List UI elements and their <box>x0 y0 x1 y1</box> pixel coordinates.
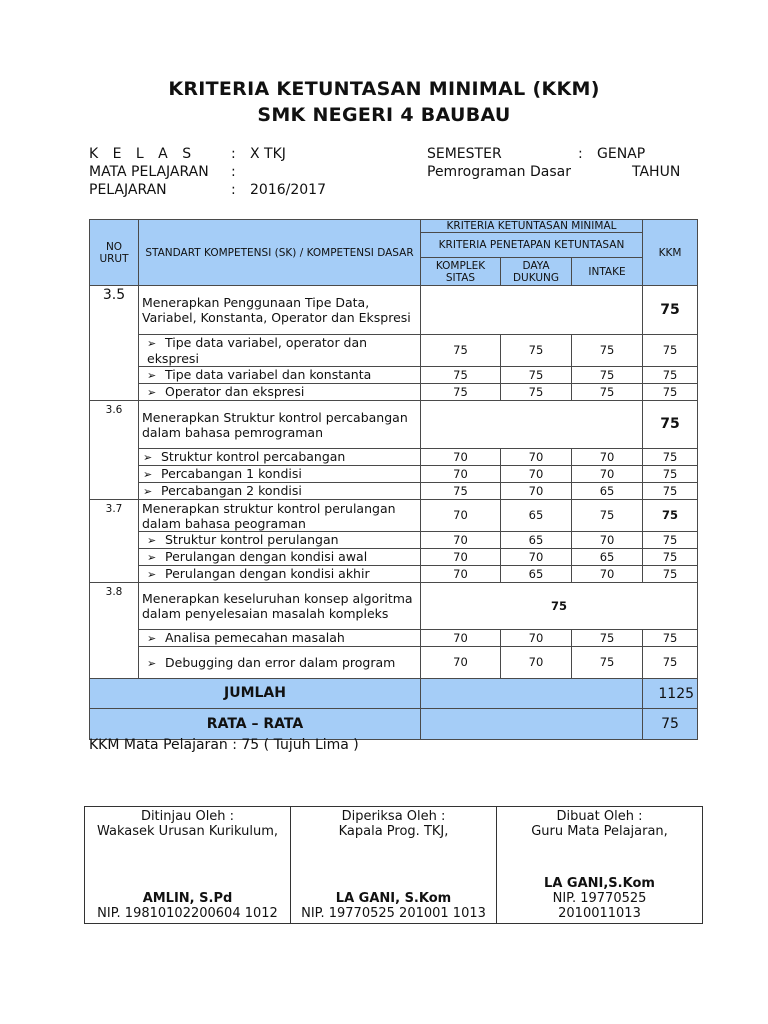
header-kkm: KKM <box>643 220 698 286</box>
header-kriteria: KRITERIA KETUNTASAN MINIMAL <box>421 220 643 233</box>
kd-text: Struktur kontrol perulangan <box>165 532 339 547</box>
kd-text: Percabangan 1 kondisi <box>161 466 302 481</box>
kkm-mata-pelajaran: KKM Mata Pelajaran : 75 ( Tujuh Lima ) <box>89 737 359 753</box>
kd-text: Tipe data variabel dan konstanta <box>165 367 372 382</box>
section-number: 3.6 <box>90 401 139 500</box>
signature-position: Guru Mata Pelajaran, <box>531 824 668 839</box>
komplek-value: 75 <box>421 483 501 500</box>
jumlah-empty <box>421 679 643 709</box>
mapel-label: MATA PELAJARAN <box>89 164 209 180</box>
tahun-word: TAHUN <box>632 164 681 180</box>
section-number: 3.8 <box>90 583 139 679</box>
kkm-value: 75 <box>643 483 698 500</box>
kkm-value: 75 <box>643 466 698 483</box>
header-komplek-sitas: KOMPLEK SITAS <box>421 258 501 286</box>
bullet-arrow-icon: ➢ <box>147 534 157 547</box>
kkm-value: 75 <box>643 367 698 384</box>
intake-value: 75 <box>572 367 643 384</box>
signature-role: Diperiksa Oleh : <box>341 809 446 824</box>
daya-value: 65 <box>501 500 572 532</box>
bullet-arrow-icon: ➢ <box>143 451 153 464</box>
daya-value: 65 <box>501 566 572 583</box>
intake-value: 75 <box>572 335 643 367</box>
signature-nip: NIP. 19770525 2010011013 <box>552 891 647 921</box>
kd-text: Tipe data variabel, operator dan ekspresi <box>147 335 368 366</box>
komplek-value: 70 <box>421 532 501 549</box>
kelas-value: X TKJ <box>250 146 286 162</box>
kd-text: Operator dan ekspresi <box>165 384 305 399</box>
kd-text: Analisa pemecahan masalah <box>165 630 345 645</box>
section-number: 3.5 <box>90 286 139 401</box>
signature-table <box>84 806 703 924</box>
intake-value: 70 <box>572 466 643 483</box>
intake-value: 75 <box>572 500 643 532</box>
kd-text: Perulangan dengan kondisi akhir <box>165 566 370 581</box>
kkm-value: 75 <box>643 549 698 566</box>
kelas-colon: : <box>231 146 236 162</box>
komplek-value: 70 <box>421 647 501 679</box>
komplek-value: 75 <box>421 335 501 367</box>
kd-text: Struktur kontrol percabangan <box>161 449 346 464</box>
daya-value: 75 <box>501 384 572 401</box>
signature-name: LA GANI,S.Kom <box>544 876 655 891</box>
kkm-table <box>89 219 698 740</box>
kkm-value: 75 <box>643 449 698 466</box>
empty-cell <box>421 286 643 335</box>
komplek-value: 70 <box>421 630 501 647</box>
jumlah-value: 1125 <box>643 679 698 709</box>
rata-label: RATA – RATA <box>90 709 421 740</box>
daya-value: 70 <box>501 647 572 679</box>
daya-value: 75 <box>501 367 572 384</box>
intake-value: 70 <box>572 449 643 466</box>
bullet-arrow-icon: ➢ <box>143 485 153 498</box>
signature-position: Wakasek Urusan Kurikulum, <box>97 824 278 839</box>
jumlah-label: JUMLAH <box>90 679 421 709</box>
daya-value: 70 <box>501 630 572 647</box>
komplek-value: 70 <box>421 500 501 532</box>
kd-text: Debugging dan error dalam program <box>165 654 396 670</box>
kelas-label: K E L A S <box>89 146 197 162</box>
tahun-colon: : <box>231 182 236 198</box>
daya-value: 65 <box>501 532 572 549</box>
section-number: 3.7 <box>90 500 139 583</box>
bullet-arrow-icon: ➢ <box>147 656 157 670</box>
komplek-value: 75 <box>421 384 501 401</box>
komplek-value: 75 <box>421 367 501 384</box>
signature-nip: NIP. 19810102200604 1012 <box>97 906 278 921</box>
signature-role: Ditinjau Oleh : <box>140 809 235 824</box>
rata-value: 75 <box>643 709 698 740</box>
kkm-value: 75 <box>643 335 698 367</box>
daya-value: 75 <box>501 335 572 367</box>
daya-value: 70 <box>501 466 572 483</box>
kd-text: Percabangan 2 kondisi <box>161 483 302 498</box>
daya-value: 70 <box>501 483 572 500</box>
header-penetapan: KRITERIA PENETAPAN KETUNTASAN <box>421 233 643 258</box>
school-name: SMK NEGERI 4 BAUBAU <box>257 104 511 126</box>
bullet-arrow-icon: ➢ <box>147 386 157 399</box>
daya-value: 70 <box>501 549 572 566</box>
tahun-value: 2016/2017 <box>250 182 326 198</box>
document-title: KRITERIA KETUNTASAN MINIMAL (KKM) <box>168 78 600 100</box>
section-kkm: 75 <box>421 583 698 630</box>
komplek-value: 70 <box>421 466 501 483</box>
section-title: Menerapkan keseluruhan konsep algoritma dalam penyelesaian masalah kompleks <box>139 583 421 630</box>
kkm-value: 75 <box>643 566 698 583</box>
daya-value: 70 <box>501 449 572 466</box>
semester-colon: : <box>578 146 583 162</box>
mapel-colon: : <box>231 164 236 180</box>
section-title: Menerapkan struktur kontrol perulangan dalam bahasa peograman <box>139 500 421 532</box>
komplek-value: 70 <box>421 566 501 583</box>
intake-value: 65 <box>572 483 643 500</box>
bullet-arrow-icon: ➢ <box>147 568 157 581</box>
header-no-urut: NO URUT <box>90 220 139 286</box>
intake-value: 70 <box>572 566 643 583</box>
section-title: Menerapkan Struktur kontrol percabangan dalam bahasa pemrograman <box>139 401 421 449</box>
komplek-value: 70 <box>421 549 501 566</box>
bullet-arrow-icon: ➢ <box>147 632 157 645</box>
intake-value: 65 <box>572 549 643 566</box>
bullet-arrow-icon: ➢ <box>147 551 157 564</box>
signature-name: LA GANI, S.Kom <box>335 891 452 906</box>
kkm-value: 75 <box>643 532 698 549</box>
komplek-value: 70 <box>421 449 501 466</box>
empty-cell <box>421 401 643 449</box>
header-daya-dukung: DAYA DUKUNG <box>501 258 572 286</box>
signature-name: AMLIN, S.Pd <box>142 891 233 906</box>
semester-value: GENAP <box>597 146 646 162</box>
header-intake: INTAKE <box>572 258 643 286</box>
kkm-value: 75 <box>643 384 698 401</box>
signature-role: Dibuat Oleh : <box>556 809 643 824</box>
section-kkm: 75 <box>643 286 698 335</box>
bullet-arrow-icon: ➢ <box>147 369 157 382</box>
intake-value: 70 <box>572 532 643 549</box>
bullet-arrow-icon: ➢ <box>143 468 153 481</box>
tahun-label: PELAJARAN <box>89 182 167 198</box>
semester-label: SEMESTER <box>427 146 502 162</box>
signature-author <box>497 807 703 924</box>
mapel-value: Pemrograman Dasar <box>427 164 571 180</box>
signature-position: Kapala Prog. TKJ, <box>338 824 449 839</box>
kkm-value: 75 <box>643 630 698 647</box>
signature-nip: NIP. 19770525 201001 1013 <box>301 906 486 921</box>
intake-value: 75 <box>572 384 643 401</box>
bullet-arrow-icon: ➢ <box>147 337 157 350</box>
section-kkm: 75 <box>643 401 698 449</box>
rata-empty <box>421 709 643 740</box>
section-title: Menerapkan Penggunaan Tipe Data, Variabel, Konstanta, Operator dan Ekspresi <box>139 286 421 335</box>
signature-checker <box>291 807 497 924</box>
signature-reviewer <box>85 807 291 924</box>
intake-value: 75 <box>572 630 643 647</box>
kd-text: Perulangan dengan kondisi awal <box>165 549 368 564</box>
header-standart-kompetensi: STANDART KOMPETENSI (SK) / KOMPETENSI DASAR <box>139 220 421 286</box>
section-kkm: 75 <box>643 500 698 532</box>
intake-value: 75 <box>572 647 643 679</box>
kkm-value: 75 <box>643 647 698 679</box>
